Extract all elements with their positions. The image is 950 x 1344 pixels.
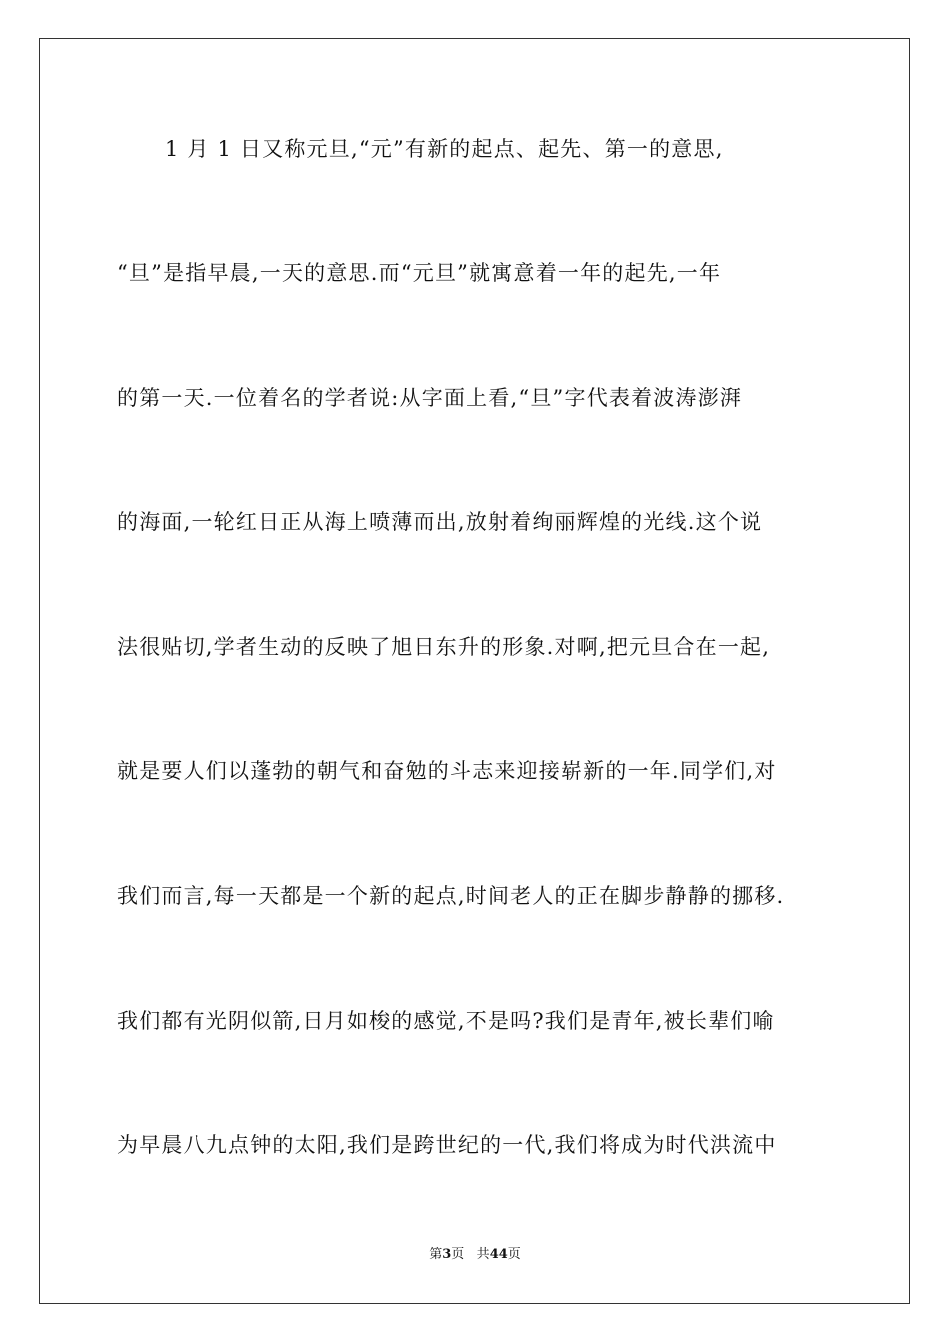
- body-line-8: 我们都有光阴似箭,日月如梭的感觉,不是吗?我们是青年,被长辈们喻: [117, 1009, 775, 1033]
- body-line-2: “旦”是指早晨,一天的意思.而“元旦”就寓意着一年的起先,一年: [117, 261, 722, 285]
- body-line-4: 的海面,一轮红日正从海上喷薄而出,放射着绚丽辉煌的光线.这个说: [117, 510, 763, 534]
- body-line-5: 法很贴切,学者生动的反映了旭日东升的形象.对啊,把元旦合在一起,: [117, 635, 771, 659]
- body-line-1: 1 月 1 日又称元旦,“元”有新的起点、起先、第一的意思,: [165, 137, 724, 161]
- page-border: [39, 38, 910, 1304]
- body-line-7: 我们而言,每一天都是一个新的起点,时间老人的正在脚步静静的挪移.: [117, 884, 785, 908]
- body-line-6: 就是要人们以蓬勃的朝气和奋勉的斗志来迎接崭新的一年.同学们,对: [117, 759, 777, 783]
- footer-prefix: 第: [429, 1247, 443, 1262]
- body-line-3: 的第一天.一位着名的学者说:从字面上看,“旦”字代表着波涛澎湃: [117, 386, 743, 410]
- footer-total-prefix: 共: [476, 1247, 490, 1262]
- footer-total-pages: 44: [489, 1247, 508, 1262]
- footer-total-suffix: 页: [507, 1247, 521, 1262]
- footer-page-suffix: 页: [451, 1247, 465, 1262]
- body-line-9: 为早晨八九点钟的太阳,我们是跨世纪的一代,我们将成为时代洪流中: [117, 1133, 777, 1157]
- page-footer: [0, 1246, 950, 1264]
- footer-current-page: 3: [442, 1247, 452, 1262]
